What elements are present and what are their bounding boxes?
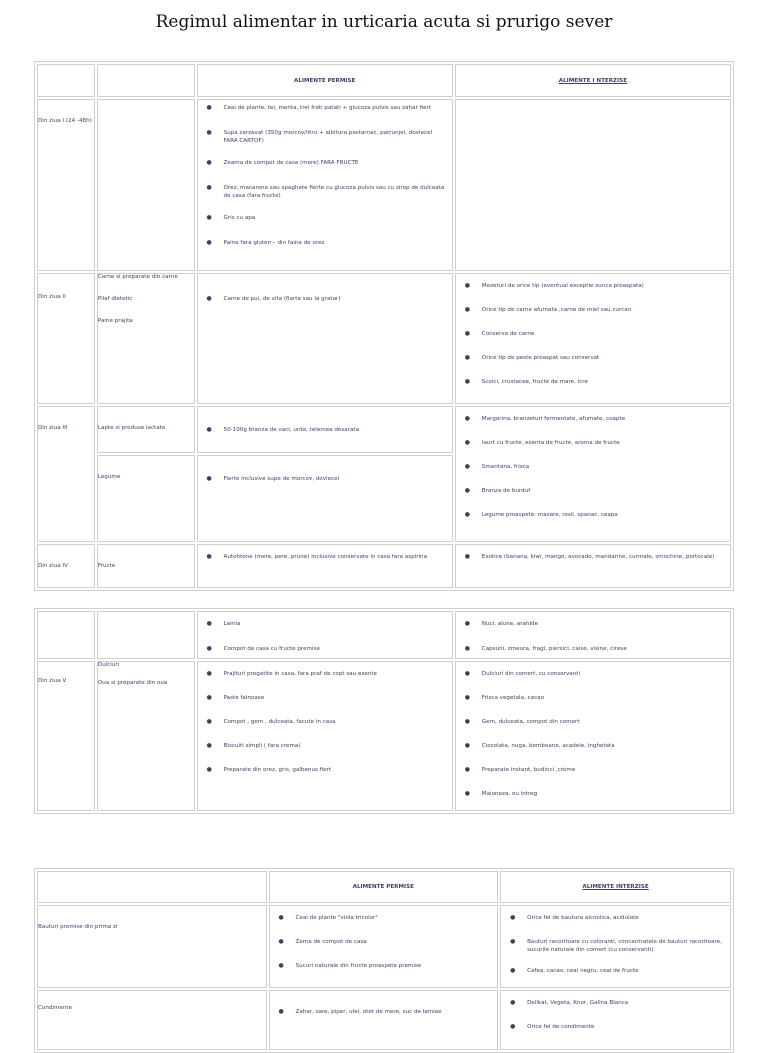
day-label: Din ziua III bbox=[37, 406, 95, 542]
header-allowed-foods: ALIMENTE PERMISE bbox=[197, 64, 453, 97]
list-item: ● Ciocolata, nuga, bomboane, acadele, inghetata bbox=[482, 743, 724, 753]
day-label: Din ziua I (24 -48h) bbox=[37, 99, 95, 271]
list-item: ● Lamia bbox=[224, 621, 446, 631]
allowed-foods-cell bbox=[269, 990, 499, 1050]
list-item: ● Paine fara gluten – din faina de orez bbox=[224, 240, 446, 250]
list-item: ● Preparate instant, budinci ,crème bbox=[482, 767, 724, 777]
header-empty-cell bbox=[97, 64, 195, 97]
list-item: ● Smantana, frisca bbox=[482, 464, 724, 474]
list-item: ● 50-100g branza de vaci, urda, telemea desarata bbox=[224, 427, 446, 437]
list-item: ● Gem, dulceata, compot din comert bbox=[482, 719, 724, 729]
list-item: ● Margarina, branzeturi fermentate, afumate, coapte bbox=[482, 416, 724, 426]
day-label: Din ziua II bbox=[37, 273, 95, 404]
list-item: ● Legume proaspete: mazare, rosii, spanac, ceapa bbox=[482, 512, 724, 522]
list-item: ● Compot , gem , dulceata, facute in casa bbox=[224, 719, 446, 729]
page-title: Regimul alimentar in urticaria acuta si prurigo sever bbox=[155, 12, 613, 32]
category-cell: Bauturi premise din prima zi bbox=[37, 905, 267, 988]
list-item: ● Bauturi racoritoare cu coloranti, concentratele de bauturi racoritoare, sucurile naturale din comert (cu conservanti) bbox=[527, 939, 724, 954]
list-item: ● Zahar, sare, piper, ulei, otet de mere, suc de lamiae bbox=[296, 1009, 492, 1019]
allowed-foods-cell bbox=[269, 905, 499, 988]
list-item: ● Iaurt cu fructe, esenta de fructe, aroma de fructe bbox=[482, 440, 724, 450]
category-cell: Lapte si produse lactate bbox=[97, 406, 195, 453]
forbidden-foods-cell bbox=[455, 544, 731, 588]
category-label: Dulciuri bbox=[97, 662, 120, 668]
list-item: ● Mezeturi de orice tip (eventual exceptie sunca proaspata) bbox=[482, 283, 724, 293]
list-item: ● Capsuni, zmeura, fragi, piersici, caise, visine, cirese bbox=[482, 646, 724, 656]
list-item: ● Preparate din orez, gris, galbenus fiert bbox=[224, 767, 446, 777]
list-item: ● Scoici, crustacee, fructe de mare, icre bbox=[482, 379, 724, 389]
diet-table-drinks-spices bbox=[34, 868, 734, 1053]
list-item: ● Zeama de compot de casa (mere) FARA FRUCTE bbox=[224, 160, 446, 170]
forbidden-foods-cell bbox=[455, 99, 731, 271]
list-item: ● Compot de casa cu fructe premise bbox=[224, 646, 446, 656]
list-item: ● Orice fel de condimente bbox=[527, 1024, 724, 1034]
category-label: Paine prajita bbox=[97, 318, 133, 324]
list-item: ● Conserva de carne bbox=[482, 331, 724, 341]
list-item: ● Sucuri naturale din fructe proaspete premise bbox=[296, 963, 492, 973]
list-item: ● Fierte inclusive supe de morcov, dovlecel bbox=[224, 476, 446, 486]
allowed-foods-cell bbox=[197, 406, 453, 453]
day-empty-cell bbox=[37, 611, 95, 659]
list-item: ● Branza de burduf bbox=[482, 488, 724, 498]
diet-table-day-5 bbox=[34, 608, 734, 814]
allowed-foods-cell bbox=[197, 99, 453, 271]
allowed-foods-cell bbox=[197, 273, 453, 404]
list-item: ● Supa zarzavat (350g morcov/litru + albitura pastarnac, patrunjel, dovlecel FARA CARTOF) bbox=[224, 130, 446, 145]
day-label: Din ziua V bbox=[37, 661, 95, 811]
header-empty-cell bbox=[37, 64, 95, 97]
header-allowed-foods: ALIMENTE PERMISE bbox=[269, 871, 499, 903]
list-item: ● Carne de pui, de vita (fiarta sau la gratar) bbox=[224, 296, 446, 306]
list-item: ● Autohtone (mere, pere, prune) inclusive conservate in casa fara aspirina bbox=[224, 554, 446, 564]
category-cell bbox=[97, 273, 195, 404]
allowed-foods-cell bbox=[197, 661, 453, 811]
list-item: ● Maioneza, ou intreg bbox=[482, 791, 724, 801]
list-item: ● Orice fel de bautura alcoolica, acidulate bbox=[527, 915, 724, 925]
category-label: Oua si preparate din oua bbox=[97, 680, 168, 686]
category-empty-cell bbox=[97, 99, 195, 271]
list-item: ● Ceai de plante "viola tricolor" bbox=[296, 915, 492, 925]
category-cell: Legume bbox=[97, 455, 195, 542]
list-item: ● Orice tip de peste proaspat sau conservat bbox=[482, 355, 724, 365]
list-item: ● Nuci, alune, arahide bbox=[482, 621, 724, 631]
list-item: ● Biscuiti simpli ( fara crema) bbox=[224, 743, 446, 753]
list-item: ● Paste fainoase bbox=[224, 695, 446, 705]
allowed-foods-cell bbox=[197, 611, 453, 659]
day-label: Din ziua IV bbox=[37, 544, 95, 588]
list-item: ● Ceai de plante, tei, menta, trei frati patati + glucoza pulvis sau zahar fiert bbox=[224, 105, 446, 115]
list-item: ● Exotice (banana, kiwi, mango, avocado, mandarine, curmale, smochine, portocale) bbox=[482, 554, 724, 564]
list-item: ● Orez, macarone sau spaghete fierte cu glucoza pulvis sau cu sirop de dulceata de casa (fara fructe) bbox=[224, 185, 446, 200]
category-label: Carne si preparate din carne bbox=[97, 274, 178, 280]
header-forbidden-foods: ALIMENTE INTERZISE bbox=[500, 871, 731, 903]
list-item: ● Orice tip de carne afumata ,carne de miel sau curcan bbox=[482, 307, 724, 317]
forbidden-foods-cell bbox=[500, 990, 731, 1050]
allowed-foods-cell bbox=[197, 544, 453, 588]
list-item: ● Zema de compot de casa bbox=[296, 939, 492, 949]
forbidden-foods-cell bbox=[500, 905, 731, 988]
allowed-foods-cell bbox=[197, 455, 453, 542]
forbidden-foods-cell bbox=[455, 661, 731, 811]
list-item: ● Cafea, cacao, ceai negru, ceai de fructe bbox=[527, 968, 724, 978]
category-empty-cell bbox=[97, 611, 195, 659]
diet-table-days-1-4 bbox=[34, 61, 734, 591]
list-item: ● Delikat, Vegeta, Knor, Galina Blanca bbox=[527, 1000, 724, 1010]
forbidden-foods-cell bbox=[455, 273, 731, 404]
category-cell bbox=[97, 661, 195, 811]
forbidden-foods-cell bbox=[455, 611, 731, 659]
list-item: ● Frisca vegetala, cacao bbox=[482, 695, 724, 705]
category-cell: Condimente bbox=[37, 990, 267, 1050]
category-label: Pilaf dietetic bbox=[97, 296, 133, 302]
header-empty-cell bbox=[37, 871, 267, 903]
category-cell: Fructe bbox=[97, 544, 195, 588]
list-item: ● Prajituri pregatite in casa, fara praf de copt sau esente bbox=[224, 671, 446, 681]
list-item: ● Dulciuri din comert, cu conservanti bbox=[482, 671, 724, 681]
header-forbidden-foods: ALIMENTE I NTERZISE bbox=[455, 64, 731, 97]
forbidden-foods-cell bbox=[455, 406, 731, 542]
list-item: ● Gris cu apa bbox=[224, 215, 446, 225]
